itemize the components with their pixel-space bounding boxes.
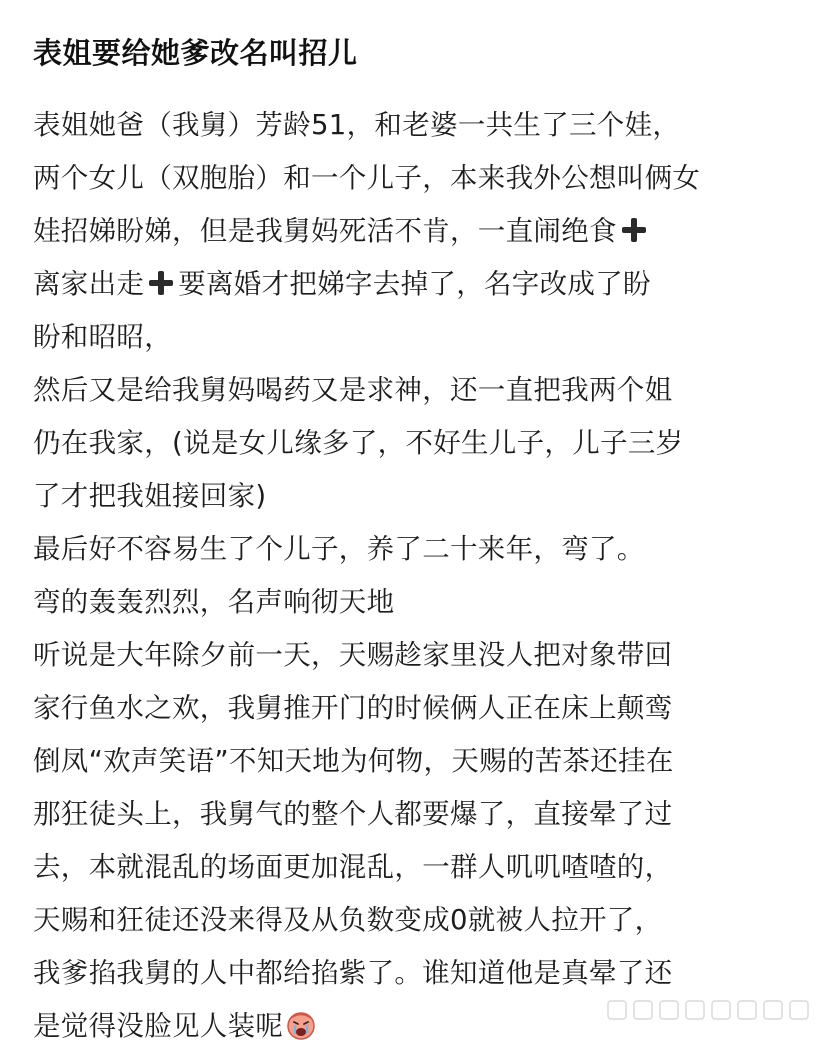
line-text: 弯的轰轰烈烈，名声响彻天地 [33,586,395,618]
line-text: 去，本就混乱的场面更加混乱，一群人叽叽喳喳的， [33,851,673,883]
line-text: 盼和昭昭， [33,321,172,353]
body-line [33,311,803,364]
body-line [33,99,803,152]
body-line [33,682,803,735]
plus-icon [148,270,174,296]
post-body [33,99,803,1053]
body-line [33,417,803,470]
body-line [33,364,803,417]
line-text: 要离婚才把娣字去掉了，名字改成了盼 [178,268,651,300]
body-line [33,947,803,1000]
post-container [33,0,803,1053]
body-line [33,576,803,629]
body-line [33,788,803,841]
line-text: 娃招娣盼娣，但是我舅妈死活不肯，一直闹绝食 [33,215,617,247]
post-title: 表姐要给她爹改名叫招儿 [33,36,358,70]
line-text: 两个女儿（双胞胎）和一个儿子，本来我外公想叫俩女 [33,162,701,194]
line-text: 仍在我家，(说是女儿缘多了，不好生儿子，儿子三岁 [33,427,684,459]
body-line [33,629,803,682]
plus-icon [621,217,647,243]
line-text: 表姐她爸（我舅）芳龄51，和老婆一共生了三个娃， [33,109,681,141]
line-text: 听说是大年除夕前一天，天赐趁家里没人把对象带回 [33,639,673,671]
line-text: 倒凤“欢声笑语”不知天地为何物，天赐的苦茶还挂在 [33,745,674,777]
line-text: 家行鱼水之欢，我舅推开门的时候俩人正在床上颠鸾 [33,692,673,724]
line-text: 是觉得没脸见人装呢 [33,1010,284,1042]
body-line [33,152,803,205]
line-text: 离家出走 [33,268,145,300]
line-text: 最后好不容易生了个儿子，养了二十来年，弯了。 [33,533,645,565]
line-text: 然后又是给我舅妈喝药又是求神，还一直把我两个姐 [33,374,673,406]
body-line [33,894,803,947]
crying-face-emoji-icon [285,1009,317,1041]
body-line [33,735,803,788]
line-text: 我爹掐我舅的人中都给掐紫了。谁知道他是真晕了还 [33,957,673,989]
body-line [33,258,803,311]
line-text: 了才把我姐接回家) [33,480,267,512]
body-line [33,841,803,894]
line-text: 天赐和狂徒还没来得及从负数变成0就被人拉开了， [33,904,663,936]
body-line [33,470,803,523]
body-line [33,523,803,576]
body-line [33,205,803,258]
watermark-logo [604,996,814,1024]
line-text: 那狂徒头上，我舅气的整个人都要爆了，直接晕了过 [33,798,673,830]
